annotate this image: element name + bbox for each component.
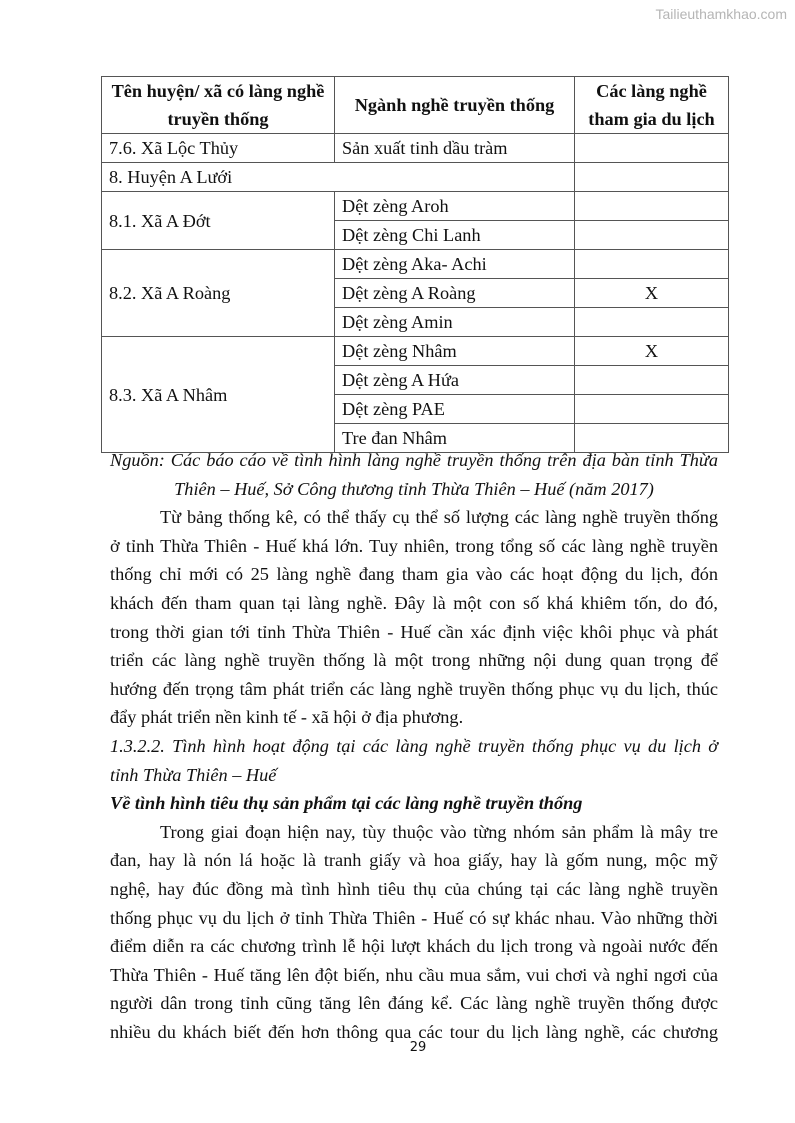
paragraph-line: hướng đến trọng tâm phát triển các làng nghề truyền thống phục vụ du lịch, thúc <box>110 678 718 699</box>
cell-craft: Dệt zèng A Roàng <box>335 279 575 308</box>
table-row <box>102 337 729 366</box>
cell-tour <box>575 308 729 337</box>
table-row <box>102 134 729 163</box>
paragraph-line: thống phục vụ du lịch ở tỉnh Thừa Thiên - Huế có sự khác nhau. Vào những thời <box>110 907 718 928</box>
cell-craft: Tre đan Nhâm <box>335 424 575 453</box>
paragraph-line: người dân trong tỉnh cũng tăng lên đáng kể. Các làng nghề truyền thống được <box>110 993 718 1014</box>
paragraph-line: đan, hay là nón lá hoặc là tranh giấy và hoa giấy, hay là gốm nung, mộc mỹ <box>110 850 718 871</box>
paragraph-line: thống chỉ mới có 25 làng nghề đang tham gia vào các hoạt động du lịch, đón <box>110 564 718 585</box>
cell-craft: Dệt zèng Amin <box>335 308 575 337</box>
table-row <box>102 163 729 192</box>
cell-craft: Dệt zèng Aka- Achi <box>335 250 575 279</box>
cell-tour <box>575 366 729 395</box>
paragraph-line: điểm diễn ra các chương trình lễ hội lượt khách du lịch trong và ngoài nước đến <box>110 936 718 957</box>
paragraph-line: Trong giai đoạn hiện nay, tùy thuộc vào từng nhóm sản phẩm là mây tre <box>160 821 718 842</box>
section-heading: 1.3.2.2. Tình hình hoạt động tại các làng nghề truyền thống phục vụ du lịch ở <box>110 735 718 756</box>
cell-tour <box>575 134 729 163</box>
cell-name: 8.2. Xã A Roàng <box>102 250 335 337</box>
cell-craft: Dệt zèng A Hứa <box>335 366 575 395</box>
table-row <box>102 192 729 221</box>
paragraph-line: nhiều du khách biết đến hơn thông qua các tour du lịch làng nghề, các chương <box>110 1021 718 1042</box>
header-craft: Ngành nghề truyền thống <box>335 77 575 134</box>
section-heading: tỉnh Thừa Thiên – Huế <box>110 764 277 785</box>
cell-district: 8. Huyện A Lưới <box>102 163 575 192</box>
paragraph-line: trong thời gian tới tỉnh Thừa Thiên - Huế cần xác định việc khôi phục và phát <box>110 621 718 642</box>
paragraph-line: triển các làng nghề truyền thống là một trong những nội dung quan trọng để <box>110 650 718 671</box>
source-line: Nguồn: Các báo cáo về tình hình làng nghề truyền thống trên địa bàn tỉnh Thừa <box>110 450 718 470</box>
header-tourism: Các làng nghề tham gia du lịch <box>575 77 729 134</box>
subheading: Về tình hình tiêu thụ sản phẩm tại các làng nghề truyền thống <box>110 793 583 814</box>
cell-tour <box>575 163 729 192</box>
paragraph-line: nghệ, hay đúc đồng mà tình hình tiêu thụ của chúng tại các làng nghề truyền <box>110 878 718 899</box>
body-text <box>110 446 718 1046</box>
cell-craft: Dệt zèng PAE <box>335 395 575 424</box>
table-header-row <box>102 77 729 134</box>
craft-village-table <box>101 76 729 453</box>
paragraph-line: Từ bảng thống kê, có thể thấy cụ thể số lượng các làng nghề truyền thống <box>160 507 718 528</box>
cell-craft: Dệt zèng Aroh <box>335 192 575 221</box>
cell-name: 7.6. Xã Lộc Thủy <box>102 134 335 163</box>
cell-name: 8.3. Xã A Nhâm <box>102 337 335 453</box>
cell-tour <box>575 395 729 424</box>
table-row <box>102 250 729 279</box>
cell-craft: Dệt zèng Chi Lanh <box>335 221 575 250</box>
watermark: Tailieuthamkhao.com <box>655 6 787 22</box>
paragraph-line: đẩy phát triển nền kinh tế - xã hội ở địa phương. <box>110 707 464 728</box>
cell-name: 8.1. Xã A Đớt <box>102 192 335 250</box>
page-number: 29 <box>409 1040 427 1055</box>
cell-tour <box>575 192 729 221</box>
cell-tour: X <box>575 279 729 308</box>
cell-tour: X <box>575 337 729 366</box>
source-line: Thiên – Huế, Sở Công thương tỉnh Thừa Thiên – Huế (năm 2017) <box>174 478 654 499</box>
paragraph-line: ở tỉnh Thừa Thiên - Huế khá lớn. Tuy nhiên, trong tổng số các làng nghề truyền <box>110 535 718 556</box>
paragraph-line: khách đến tham quan tại làng nghề. Đây là một con số khá khiêm tốn, do đó, <box>110 592 718 613</box>
header-district: Tên huyện/ xã có làng nghề truyền thống <box>102 77 335 134</box>
cell-craft: Sản xuất tinh dầu tràm <box>335 134 575 163</box>
cell-tour <box>575 250 729 279</box>
paragraph-line: Thừa Thiên - Huế tăng lên đột biến, nhu cầu mua sắm, vui chơi và nghỉ ngơi của <box>110 964 718 985</box>
cell-craft: Dệt zèng Nhâm <box>335 337 575 366</box>
cell-tour <box>575 221 729 250</box>
